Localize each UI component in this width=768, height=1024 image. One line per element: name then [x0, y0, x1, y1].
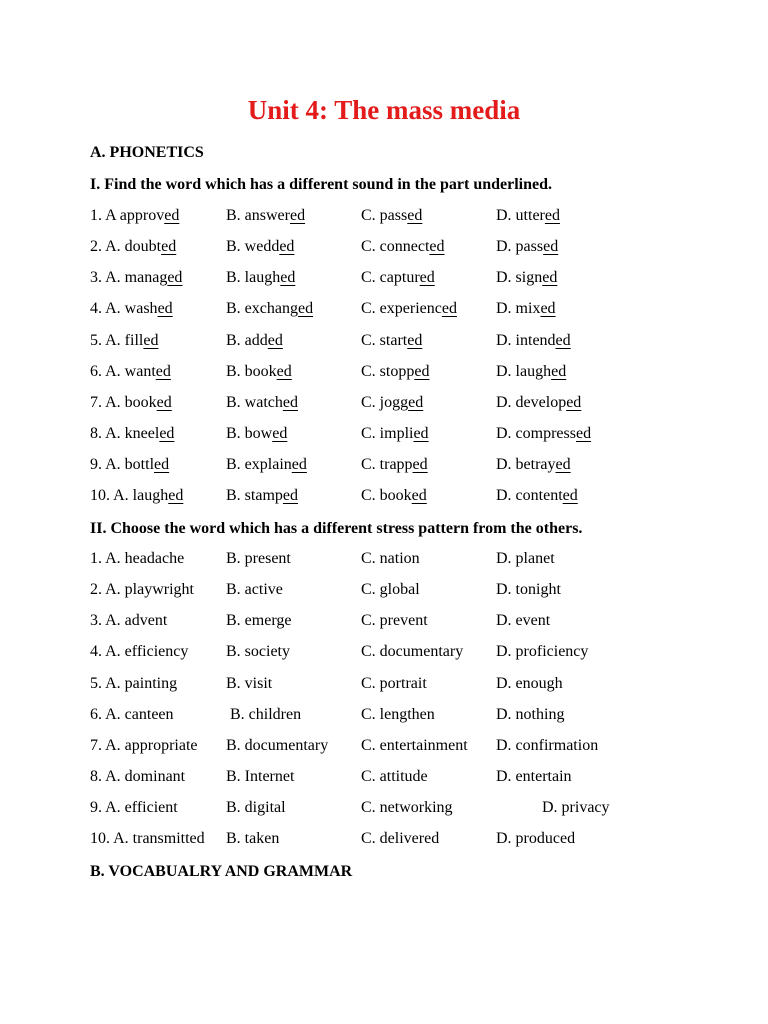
option-b: [226, 392, 298, 414]
underlined-part: ed: [143, 332, 159, 349]
option-b: B. present: [226, 550, 291, 567]
option-d: D. event: [496, 612, 551, 629]
underlined-part: ed: [542, 269, 558, 286]
part1-question-row: [0, 423, 768, 445]
part1-question-row: [0, 330, 768, 352]
part2-question-row: [0, 797, 768, 819]
option-text: C. pass: [361, 207, 408, 224]
option-text: 9. A. bottl: [90, 456, 155, 473]
option-text: B. stamp: [226, 487, 283, 504]
part1-question-row: [0, 267, 768, 289]
part2-question-row: [0, 704, 768, 726]
option-text: 4. A. wash: [90, 300, 158, 317]
underlined-part: ed: [408, 394, 424, 411]
option-a: [90, 330, 158, 352]
option-c: [361, 330, 422, 352]
underlined-part: ed: [154, 456, 170, 473]
option-text: B. book: [226, 363, 277, 380]
option-a: 1. A. headache: [90, 550, 185, 567]
option-text: 1. A approv: [90, 207, 165, 224]
underlined-part: ed: [441, 300, 457, 317]
option-text: B. watch: [226, 394, 283, 411]
option-c: [361, 361, 429, 383]
underlined-part: ed: [540, 300, 556, 317]
option-text: D. sign: [496, 269, 543, 286]
option-text: 5. A. fill: [90, 332, 144, 349]
underlined-part: ed: [555, 332, 571, 349]
option-d: [496, 454, 571, 476]
option-a: [90, 298, 173, 320]
option-text: B. bow: [226, 425, 273, 442]
part1-question-row: [0, 392, 768, 414]
part1-question-row: [0, 454, 768, 476]
underlined-part: ed: [414, 363, 430, 380]
option-b: B. Internet: [226, 768, 295, 785]
option-c: [361, 392, 423, 414]
option-text: 6. A. want: [90, 363, 156, 380]
option-text: 2. A. doubt: [90, 238, 162, 255]
option-text: D. laugh: [496, 363, 552, 380]
option-c: [361, 423, 429, 445]
option-text: B. explain: [226, 456, 292, 473]
option-b: B. society: [226, 643, 290, 660]
option-b: B. emerge: [226, 612, 292, 629]
option-b: [226, 423, 287, 445]
option-d: D. enough: [496, 675, 563, 692]
underlined-part: ed: [411, 487, 427, 504]
option-text: C. impli: [361, 425, 414, 442]
option-a: 10. A. transmitted: [90, 830, 205, 847]
underlined-part: ed: [272, 425, 288, 442]
page-title: Unit 4: The mass media: [247, 95, 521, 125]
part1-question-row: [0, 205, 768, 227]
underlined-part: ed: [419, 269, 435, 286]
option-text: C. connect: [361, 238, 430, 255]
underlined-part: ed: [164, 207, 180, 224]
option-a: [90, 392, 172, 414]
underlined-part: ed: [297, 300, 314, 317]
option-b: [226, 361, 292, 383]
underlined-part: ed: [159, 425, 175, 442]
option-text: 3. A. manag: [90, 269, 168, 286]
option-text: B. wedd: [226, 238, 280, 255]
option-a: [90, 236, 176, 258]
option-d: D. proficiency: [496, 643, 589, 660]
underlined-part: ed: [544, 207, 560, 224]
option-c: C. nation: [361, 550, 420, 567]
underlined-part: ed: [157, 300, 173, 317]
option-b: B. visit: [226, 675, 273, 692]
underlined-part: ed: [551, 363, 567, 380]
underlined-part: ed: [156, 394, 172, 411]
option-d: D. entertain: [496, 768, 572, 785]
part1-question-row: [0, 361, 768, 383]
underlined-part: ed: [168, 487, 184, 504]
option-a: [90, 485, 183, 507]
option-b: [226, 298, 313, 320]
option-a: [90, 205, 179, 227]
part1-question-row: [0, 485, 768, 507]
option-b: [226, 330, 283, 352]
underlined-part: ed: [279, 238, 295, 255]
option-text: B. exchang: [226, 300, 298, 317]
underlined-part: ed: [413, 425, 429, 442]
option-a: [90, 361, 171, 383]
option-c: C. networking: [361, 799, 453, 816]
option-text: C. stopp: [361, 363, 415, 380]
underlined-part: ed: [267, 332, 283, 349]
option-text: D. compress: [496, 425, 576, 442]
underlined-part: ed: [566, 394, 582, 411]
underlined-part: ed: [575, 425, 592, 442]
underlined-part: ed: [562, 487, 578, 504]
underlined-part: ed: [291, 456, 307, 473]
part2-question-row: [0, 673, 768, 695]
part2-question-row: [0, 579, 768, 601]
option-text: C. book: [361, 487, 412, 504]
option-text: C. jogg: [361, 394, 409, 411]
underlined-part: ed: [167, 269, 183, 286]
part2-question-row: [0, 828, 768, 850]
part1-question-row: [0, 236, 768, 258]
part2-question-row: [0, 735, 768, 757]
option-d: [496, 361, 566, 383]
underlined-part: ed: [555, 456, 571, 473]
option-b: [226, 267, 295, 289]
option-text: B. add: [226, 332, 268, 349]
option-a: 8. A. dominant: [90, 768, 186, 785]
option-b: [226, 485, 298, 507]
option-text: D. utter: [496, 207, 545, 224]
underlined-part: ed: [412, 456, 428, 473]
option-a: 9. A. efficient: [90, 799, 178, 816]
option-c: C. prevent: [361, 612, 428, 629]
option-d: [496, 298, 556, 320]
option-c: [361, 205, 422, 227]
option-b: [226, 454, 307, 476]
option-d: [496, 485, 578, 507]
section-b-heading: B. VOCABUALRY AND GRAMMAR: [90, 863, 353, 880]
option-text: D. betray: [496, 456, 556, 473]
option-a: 2. A. playwright: [90, 581, 194, 598]
option-text: D. pass: [496, 238, 544, 255]
part1-question-row: [0, 298, 768, 320]
option-c: C. documentary: [361, 643, 464, 660]
option-c: [361, 298, 457, 320]
option-c: C. entertainment: [361, 737, 468, 754]
part2-question-row: [0, 548, 768, 570]
option-a: 3. A. advent: [90, 612, 168, 629]
part1-instruction: I. Find the word which has a different sound in the part underlined.: [90, 176, 552, 193]
underlined-part: ed: [161, 238, 177, 255]
underlined-part: ed: [407, 207, 423, 224]
option-c: C. delivered: [361, 830, 440, 847]
underlined-part: ed: [543, 238, 559, 255]
option-text: B. answer: [226, 207, 290, 224]
underlined-part: ed: [155, 363, 171, 380]
option-d: D. produced: [496, 830, 576, 847]
part2-instruction: II. Choose the word which has a different stress pattern from the others.: [90, 520, 583, 537]
option-d: D. planet: [496, 550, 555, 567]
option-d: D. confirmation: [496, 737, 599, 754]
option-text: D. develop: [496, 394, 567, 411]
option-d: D. tonight: [496, 581, 561, 598]
underlined-part: ed: [282, 394, 298, 411]
option-d: [496, 267, 557, 289]
underlined-part: ed: [280, 269, 296, 286]
option-a: 5. A. painting: [90, 675, 178, 692]
option-text: 8. A. kneel: [90, 425, 160, 442]
part2-question-row: [0, 641, 768, 663]
option-text: C. experienc: [361, 300, 442, 317]
option-d: D. nothing: [496, 706, 565, 723]
option-a: [90, 454, 169, 476]
option-c: C. attitude: [361, 768, 428, 785]
option-d: D. privacy: [542, 799, 610, 816]
option-d: [496, 205, 560, 227]
option-text: C. trapp: [361, 456, 413, 473]
option-d: [496, 236, 558, 258]
option-b: B. children: [226, 706, 302, 723]
option-b: B. taken: [226, 830, 280, 847]
option-c: [361, 454, 428, 476]
option-d: [496, 392, 581, 414]
option-d: [496, 330, 571, 352]
option-b: B. documentary: [226, 737, 329, 754]
underlined-part: ed: [289, 207, 306, 224]
option-c: C. lengthen: [361, 706, 435, 723]
option-c: C. portrait: [361, 675, 427, 692]
option-c: [361, 236, 445, 258]
option-b: B. digital: [226, 799, 286, 816]
option-c: [361, 485, 427, 507]
option-a: [90, 423, 174, 445]
option-text: D. intend: [496, 332, 556, 349]
option-d: [496, 423, 591, 445]
option-a: 6. A. canteen: [90, 706, 174, 723]
option-c: [361, 267, 435, 289]
underlined-part: ed: [429, 238, 445, 255]
option-a: 4. A. efficiency: [90, 643, 189, 660]
option-text: C. captur: [361, 269, 420, 286]
option-text: C. start: [361, 332, 408, 349]
option-b: B. active: [226, 581, 283, 598]
part2-question-row: [0, 766, 768, 788]
option-text: D. mix: [496, 300, 541, 317]
option-text: B. laugh: [226, 269, 281, 286]
option-a: 7. A. appropriate: [90, 737, 198, 754]
option-text: D. content: [496, 487, 563, 504]
option-text: 7. A. book: [90, 394, 157, 411]
underlined-part: ed: [282, 487, 298, 504]
option-c: C. global: [361, 581, 420, 598]
underlined-part: ed: [276, 363, 292, 380]
part2-question-row: [0, 610, 768, 632]
section-a-heading: A. PHONETICS: [90, 144, 204, 161]
option-text: 10. A. laugh: [90, 487, 169, 504]
option-b: [226, 205, 305, 227]
option-a: [90, 267, 182, 289]
option-b: [226, 236, 294, 258]
underlined-part: ed: [407, 332, 423, 349]
